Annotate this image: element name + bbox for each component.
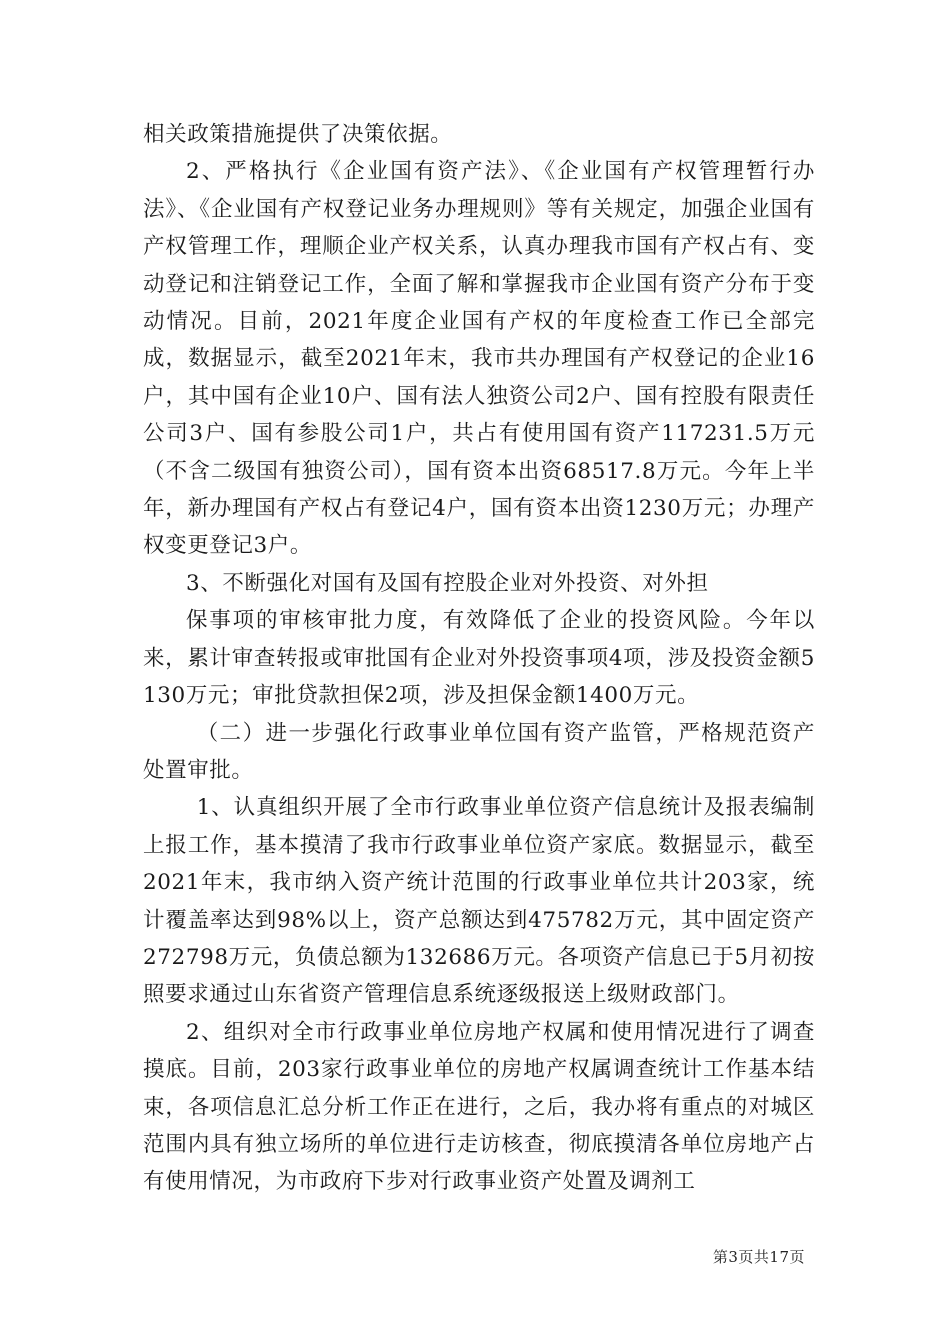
section-heading-admin-assets: （二）进一步强化行政事业单位国有资产监管，严格规范资产处置审批。	[143, 720, 815, 783]
paragraph-investment-review-heading: 3、不断强化对国有及国有控股企业对外投资、对外担	[186, 570, 709, 596]
paragraph-investment-review-body: 保事项的审核审批力度，有效降低了企业的投资风险。今年以来，累计审查转报或审批国有企业对外投资事项4项，涉及投资金额5130万元；审批贷款担保2项，涉及担保金额1400万元。	[143, 608, 815, 709]
document-body	[143, 116, 815, 1201]
page-number-footer: 第3页共17页	[712, 1248, 805, 1266]
paragraph-property-registration: 2、严格执行《企业国有资产法》、《企业国有产权管理暂行办法》、《企业国有产权登记业务办理规则》等有关规定，加强企业国有产权管理工作，理顺企业产权关系，认真办理我市国有产权占有、变动登记和注销登记工作，全面了解和掌握我市企业国有资产分布于变动情况。目前，2021年度企业国有产权的年度检查工作已全部完成，数据显示，截至2021年末，我市共办理国有产权登记的企业16户，其中国有企业10户、国有法人独资公司2户、国有控股有限责任公司3户、国有参股公司1户，共占有使用国有资产117231.5万元（不含二级国有独资公司），国有资本出资68517.8万元。今年上半年，新办理国有产权占有登记4户，国有资本出资1230万元；办理产权变更登记3户。	[143, 159, 815, 559]
paragraph-asset-statistics: 1、认真组织开展了全市行政事业单位资产信息统计及报表编制上报工作，基本摸清了我市行政事业单位资产家底。数据显示，截至2021年末，我市纳入资产统计范围的行政事业单位共计203家，统计覆盖率达到98%以上，资产总额达到475782万元，其中固定资产272798万元，负债总额为132686万元。各项资产信息已于5月初按照要求通过山东省资产管理信息系统逐级报送上级财政部门。	[143, 795, 815, 1008]
paragraph-continued: 相关政策措施提供了决策依据。	[143, 122, 453, 147]
paragraph-real-estate-survey: 2、组织对全市行政事业单位房地产权属和使用情况进行了调查摸底。目前，203家行政事业单位的房地产权属调查统计工作基本结束，各项信息汇总分析工作正在进行，之后，我办将有重点的对城区范围内具有独立场所的单位进行走访核查，彻底摸清各单位房地产占有使用情况，为市政府下步对行政事业资产处置及调剂工	[143, 1019, 815, 1195]
